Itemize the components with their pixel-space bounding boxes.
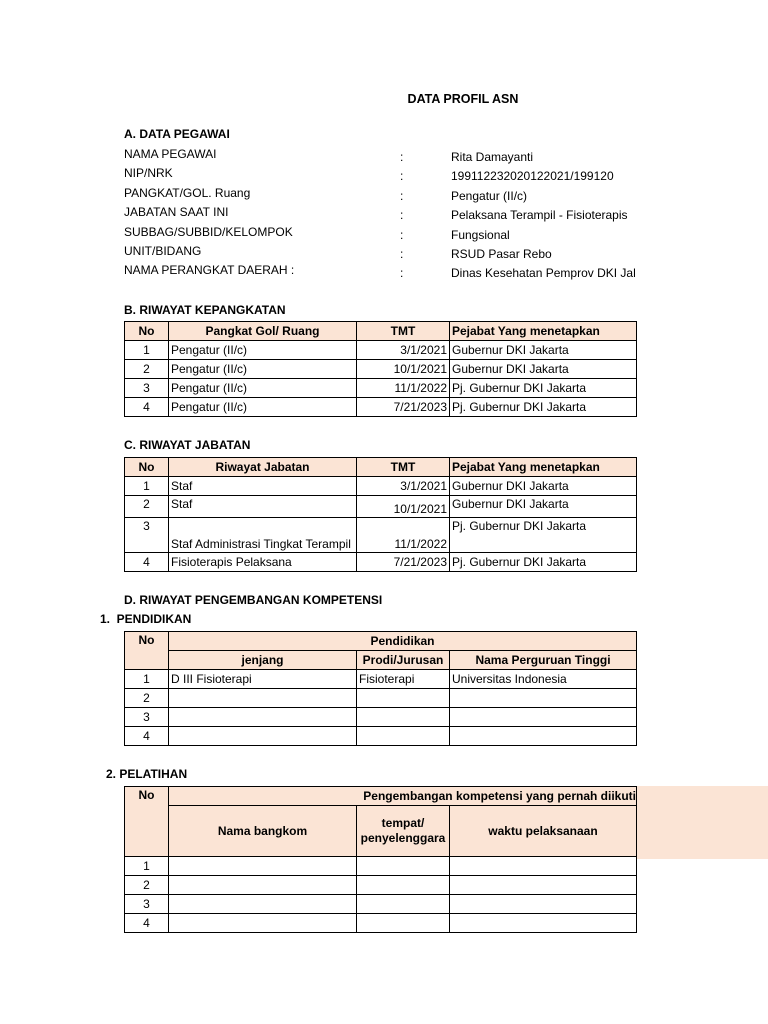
cell-perguruan: [450, 727, 637, 746]
table-row: [125, 689, 637, 708]
field-value-nama: Rita Damayanti: [451, 150, 534, 164]
field-colon: :: [400, 169, 404, 183]
table-row: [125, 341, 637, 360]
cell-waktu: [450, 857, 637, 876]
column-header: Prodi/Jurusan: [357, 651, 450, 670]
table-header-row: [125, 806, 637, 857]
column-group-header: [169, 787, 637, 806]
cell-no: 1: [125, 670, 169, 689]
table-row: [125, 518, 637, 553]
table-row: [125, 857, 637, 876]
cell-prodi: [357, 689, 450, 708]
table-header-row: [125, 458, 637, 477]
field-colon: :: [400, 228, 404, 242]
cell-pangkat: Pengatur (II/c): [169, 379, 357, 398]
group-header-label: Pengembangan kompetensi yang pernah diikuti: [363, 789, 636, 803]
field-colon: :: [400, 266, 404, 280]
field-colon: :: [400, 247, 404, 261]
cell-jenjang: [169, 708, 357, 727]
cell-jabatan: Staf Administrasi Tingkat Terampil: [169, 518, 357, 553]
page-title: DATA PROFIL ASN: [407, 92, 519, 106]
cell-perguruan: [450, 708, 637, 727]
table-header-row: [125, 651, 637, 670]
cell-jenjang: [169, 727, 357, 746]
cell-bangkom: [169, 914, 357, 933]
cell-tmt: 10/1/2021: [357, 360, 450, 379]
table-row: [125, 553, 637, 572]
cell-bangkom: [169, 895, 357, 914]
cell-no: 4: [125, 914, 169, 933]
field-value-subbag: Fungsional: [451, 228, 510, 242]
table-row: [125, 895, 637, 914]
cell-tempat: [357, 895, 450, 914]
cell-pejabat: Pj. Gubernur DKI Jakarta: [450, 553, 637, 572]
column-header: jenjang: [169, 651, 357, 670]
field-value-perangkat: Dinas Kesehatan Pemprov DKI Jal: [451, 266, 636, 280]
cell-no: 3: [125, 379, 169, 398]
cell-no: 4: [125, 398, 169, 417]
cell-pejabat: Gubernur DKI Jakarta: [450, 360, 637, 379]
cell-tmt: 10/1/2021: [357, 496, 450, 518]
cell-waktu: [450, 914, 637, 933]
cell-tmt: 3/1/2021: [357, 341, 450, 360]
kepangkatan-table: [124, 321, 637, 417]
table-row: [125, 496, 637, 518]
field-value-nip: 199112232020122021/199120: [451, 169, 614, 183]
cell-pangkat: Pengatur (II/c): [169, 341, 357, 360]
column-header: No: [125, 787, 169, 857]
cell-pejabat: Gubernur DKI Jakarta: [450, 477, 637, 496]
cell-tmt: 3/1/2021: [357, 477, 450, 496]
column-header: No: [125, 322, 169, 341]
jabatan-table: [124, 457, 637, 572]
cell-waktu: [450, 876, 637, 895]
cell-no: 4: [125, 553, 169, 572]
pendidikan-table: [124, 631, 637, 746]
cell-pejabat: Gubernur DKI Jakarta: [450, 496, 637, 518]
cell-prodi: [357, 708, 450, 727]
field-label-nip: NIP/NRK: [124, 166, 173, 180]
cell-tmt: 11/1/2022: [357, 379, 450, 398]
table-row: [125, 876, 637, 895]
cell-tmt: 7/21/2023: [357, 398, 450, 417]
column-header: Riwayat Jabatan: [169, 458, 357, 477]
field-label-jabatan: JABATAN SAAT INI: [124, 205, 229, 219]
cell-tempat: [357, 876, 450, 895]
table-row: [125, 360, 637, 379]
cell-prodi: Fisioterapi: [357, 670, 450, 689]
field-label-pangkat: PANGKAT/GOL. Ruang: [124, 186, 251, 200]
column-header: waktu pelaksanaan: [450, 806, 637, 857]
cell-no: 4: [125, 727, 169, 746]
cell-no: 3: [125, 518, 169, 553]
cell-jabatan: Staf: [169, 477, 357, 496]
column-header: TMT: [357, 458, 450, 477]
header-fill-extension: [636, 786, 768, 859]
table-header-row: [125, 632, 637, 651]
pelatihan-table: [124, 786, 637, 933]
cell-perguruan: Universitas Indonesia: [450, 670, 637, 689]
cell-bangkom: [169, 876, 357, 895]
cell-perguruan: [450, 689, 637, 708]
section-a-heading: A. DATA PEGAWAI: [124, 127, 230, 141]
cell-tmt: 11/1/2022: [357, 518, 450, 553]
field-colon: :: [400, 150, 404, 164]
cell-tempat: [357, 914, 450, 933]
field-label-unit: UNIT/BIDANG: [124, 244, 202, 258]
section-c-heading: C. RIWAYAT JABATAN: [124, 438, 251, 452]
field-label-perangkat: NAMA PERANGKAT DAERAH :: [124, 263, 295, 277]
cell-waktu: [450, 895, 637, 914]
table-row: [125, 477, 637, 496]
cell-no: 2: [125, 689, 169, 708]
cell-no: 2: [125, 360, 169, 379]
cell-pangkat: Pengatur (II/c): [169, 398, 357, 417]
cell-tempat: [357, 857, 450, 876]
cell-pejabat: Pj. Gubernur DKI Jakarta: [450, 398, 637, 417]
cell-no: 2: [125, 496, 169, 518]
cell-jenjang: [169, 689, 357, 708]
field-colon: :: [400, 189, 404, 203]
cell-jabatan: Staf: [169, 496, 357, 518]
table-row: [125, 670, 637, 689]
column-header: Nama bangkom: [169, 806, 357, 857]
cell-no: 2: [125, 876, 169, 895]
column-header: Pejabat Yang menetapkan: [450, 458, 637, 477]
pelatihan-heading: 2. PELATIHAN: [106, 767, 188, 781]
cell-no: 3: [125, 895, 169, 914]
column-group-header: Pendidikan: [169, 632, 637, 651]
cell-prodi: [357, 727, 450, 746]
cell-no: 1: [125, 477, 169, 496]
table-row: [125, 379, 637, 398]
cell-pejabat: Gubernur DKI Jakarta: [450, 341, 637, 360]
field-label-subbag: SUBBAG/SUBBID/KELOMPOK: [124, 225, 293, 239]
table-header-row: [125, 322, 637, 341]
column-header: Nama Perguruan Tinggi: [450, 651, 637, 670]
column-header: Pangkat Gol/ Ruang: [169, 322, 357, 341]
table-row: [125, 708, 637, 727]
cell-bangkom: [169, 857, 357, 876]
cell-tmt: 7/21/2023: [357, 553, 450, 572]
field-label-nama: NAMA PEGAWAI: [124, 147, 217, 161]
field-value-pangkat: Pengatur (II/c): [451, 189, 528, 203]
cell-no: 1: [125, 857, 169, 876]
pendidikan-heading: 1. PENDIDIKAN: [100, 612, 192, 626]
column-header: No: [125, 458, 169, 477]
column-header: No: [125, 632, 169, 670]
field-value-unit: RSUD Pasar Rebo: [451, 247, 552, 261]
field-value-jabatan: Pelaksana Terampil - Fisioterapis: [451, 208, 628, 222]
table-row: [125, 914, 637, 933]
cell-pejabat: Pj. Gubernur DKI Jakarta: [450, 518, 637, 553]
column-header: tempat/ penyelenggara: [357, 806, 450, 857]
table-row: [125, 398, 637, 417]
field-colon: :: [400, 208, 404, 222]
column-header: TMT: [357, 322, 450, 341]
table-row: [125, 727, 637, 746]
section-b-heading: B. RIWAYAT KEPANGKATAN: [124, 303, 286, 317]
cell-jenjang: D III Fisioterapi: [169, 670, 357, 689]
cell-no: 1: [125, 341, 169, 360]
column-header: Pejabat Yang menetapkan: [450, 322, 637, 341]
section-d-heading: D. RIWAYAT PENGEMBANGAN KOMPETENSI: [124, 593, 383, 607]
cell-jabatan: Fisioterapis Pelaksana: [169, 553, 357, 572]
cell-pejabat: Pj. Gubernur DKI Jakarta: [450, 379, 637, 398]
cell-pangkat: Pengatur (II/c): [169, 360, 357, 379]
cell-no: 3: [125, 708, 169, 727]
table-header-row: [125, 787, 637, 806]
